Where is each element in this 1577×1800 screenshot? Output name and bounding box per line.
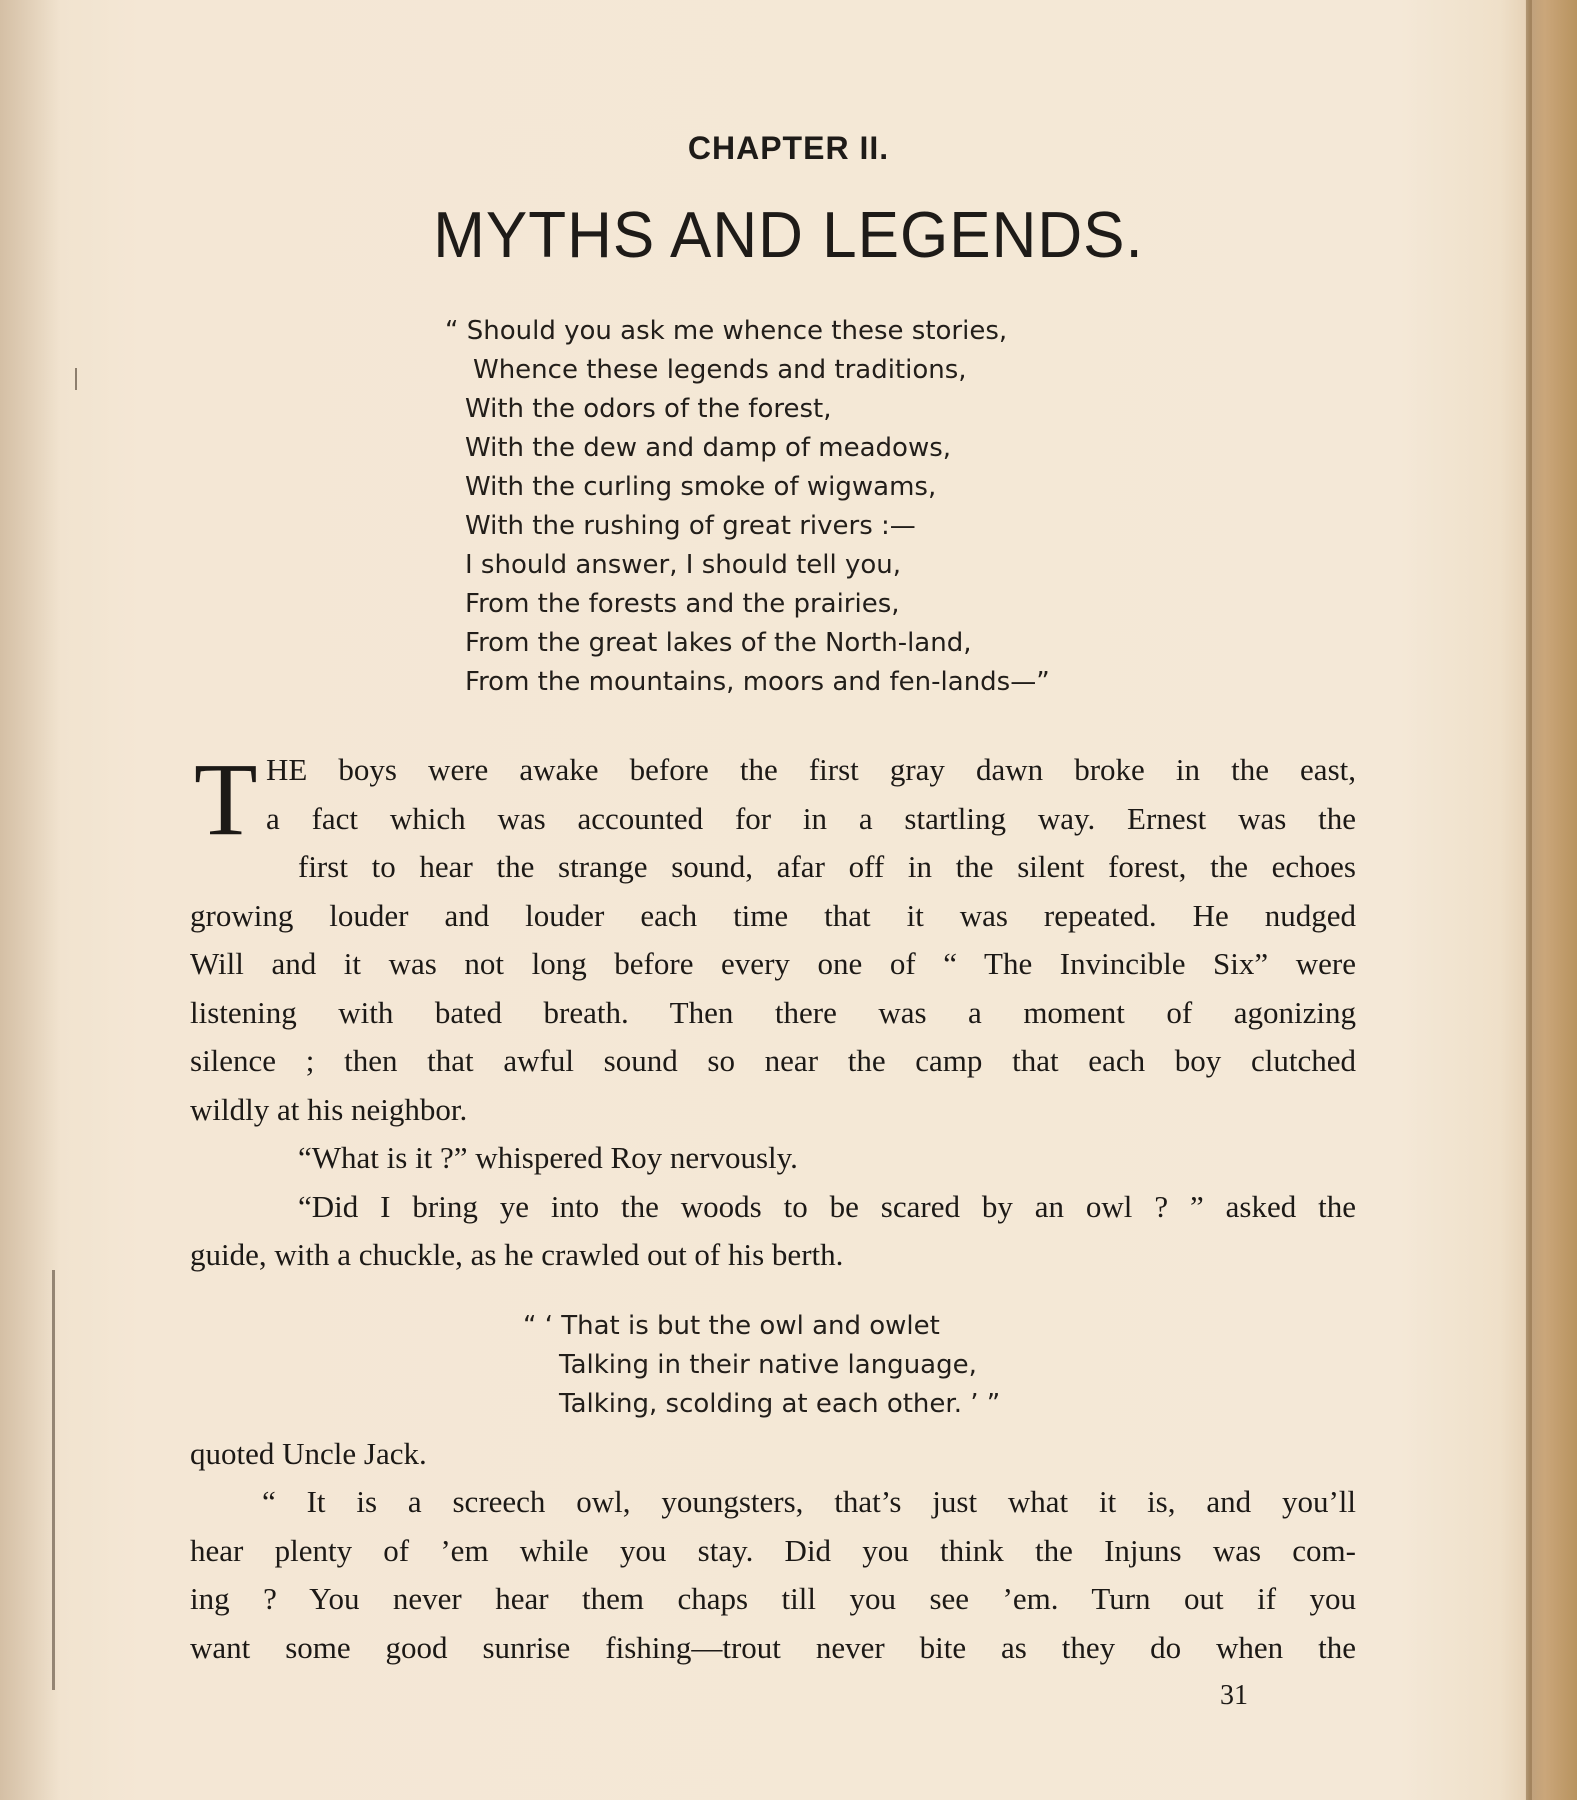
epigraph	[445, 312, 1050, 702]
paragraph-dawn	[190, 742, 1356, 1134]
epigraph-line: With the odors of the forest,	[465, 394, 832, 424]
text-line: growing louder and louder each time that it was repeated. He nudged	[190, 897, 1356, 933]
text-line: ing ? You never hear them chaps till you see ’em. Turn out if you	[190, 1581, 1356, 1616]
drop-cap: T	[194, 742, 258, 857]
epigraph-line: From the great lakes of the North-land,	[465, 628, 972, 658]
text-line: want some good sunrise fishing—trout never bite as they do when the	[190, 1629, 1356, 1665]
chapter-number: CHAPTER II.	[687, 130, 890, 166]
text-line: wildly at his neighbor.	[190, 1091, 468, 1127]
epigraph-line: With the curling smoke of wigwams,	[465, 472, 937, 502]
epigraph-line: With the rushing of great rivers :—	[465, 511, 916, 541]
paragraph-dialogue	[190, 1134, 1356, 1280]
gutter-mark	[75, 368, 77, 390]
epigraph-line: “ Should you ask me whence these stories,	[445, 316, 1008, 346]
epigraph-line: From the forests and the prairies,	[465, 589, 900, 619]
text-line: Will and it was not long before every one of “ The Invincible Six” were	[190, 946, 1356, 981]
text-line: a fact which was accounted for in a startling way. Ernest was the	[266, 800, 1356, 836]
text-line: HE boys were awake before the first gray dawn broke in the east,	[266, 752, 1356, 787]
epigraph-line: Whence these legends and traditions,	[473, 355, 967, 385]
verse-line: Talking in their native language,	[559, 1350, 977, 1380]
page-number: 31	[1220, 1680, 1248, 1711]
text-line: first to hear the strange sound, afar off in the silent forest, the echoes	[298, 849, 1356, 884]
paragraph-quoted	[190, 1430, 1356, 1479]
epigraph-line: With the dew and damp of meadows,	[465, 433, 952, 463]
verse-line: Talking, scolding at each other. ’ ”	[559, 1389, 1001, 1419]
text-line: “Did I bring ye into the woods to be scared by an owl ? ” asked the	[298, 1188, 1356, 1224]
text-line: listening with bated breath. Then there was a moment of agonizing	[190, 994, 1356, 1030]
epigraph-line: I should answer, I should tell you,	[465, 550, 902, 580]
text-line: hear plenty of ’em while you stay. Did you think the Injuns was com-	[190, 1532, 1356, 1568]
text-line: “What is it ?” whispered Roy nervously.	[298, 1140, 798, 1175]
text-line: quoted Uncle Jack.	[190, 1436, 427, 1471]
epigraph-line: From the mountains, moors and fen-lands—”	[465, 667, 1050, 697]
text-line: “ It is a screech owl, youngsters, that’s just what it is, and you’ll	[262, 1484, 1356, 1519]
chapter-title: MYTHS AND LEGENDS.	[433, 199, 1144, 272]
paragraph-screech-owl	[190, 1478, 1356, 1672]
text-line: guide, with a chuckle, as he crawled out of his berth.	[190, 1237, 844, 1272]
gutter-line	[52, 1270, 55, 1690]
verse-line: “ ‘ That is but the owl and owlet	[523, 1311, 940, 1341]
text-line: silence ; then that awful sound so near the camp that each boy clutched	[190, 1043, 1356, 1078]
inner-verse	[523, 1307, 1000, 1424]
